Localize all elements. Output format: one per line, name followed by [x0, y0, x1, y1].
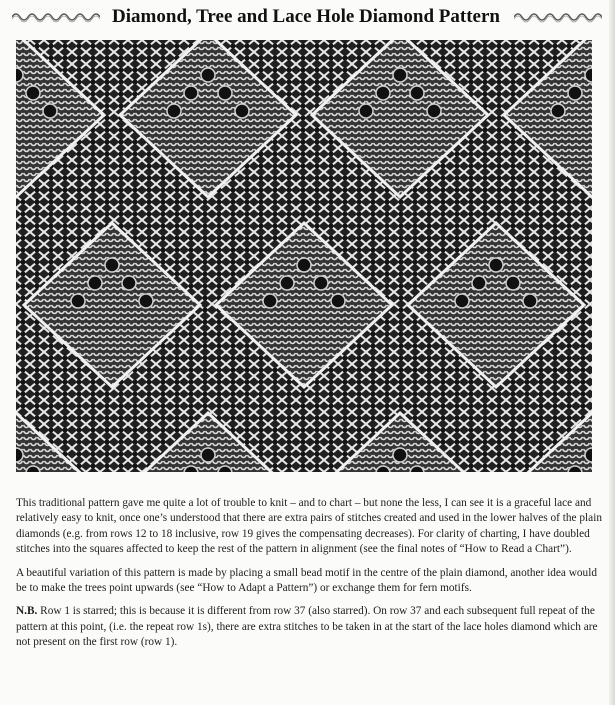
lace-hole: [201, 68, 215, 82]
title-row: [0, 0, 615, 38]
lace-hole: [489, 258, 503, 272]
lace-hole: [314, 276, 328, 290]
lace-hole: [167, 104, 181, 118]
lace-hole: [88, 276, 102, 290]
lace-hole: [26, 86, 40, 100]
lace-hole: [585, 448, 592, 462]
lace-hole: [472, 276, 486, 290]
lace-hole: [427, 104, 441, 118]
lace-hole: [393, 68, 407, 82]
lace-hole: [455, 294, 469, 308]
lace-hole: [393, 448, 407, 462]
lace-swatch-photo: [16, 40, 592, 472]
lace-hole: [376, 86, 390, 100]
lace-hole: [523, 294, 537, 308]
page-binding-edge: [609, 0, 615, 705]
lace-hole: [105, 258, 119, 272]
description-paragraph-1: This traditional pattern gave me quite a lot of trouble to knit – and to chart – but none the less, I can see it is a graceful lace and relatively easy to knit, once one’s understood that there are extra pairs of stitches created and used in the lower halves of the plain diamonds (e.g. from rows 12 to 18 inclusive, row 19 gives the compensating decreases). For clarity of charting, I have doubled stitches into the squares affected to keep the rest of the pattern in alignment (see the final notes of “How to Read a Chart”).: [16, 497, 602, 556]
lace-hole: [506, 276, 520, 290]
pattern-description: [16, 496, 602, 659]
note-label: N.B.: [16, 605, 38, 618]
lace-hole: [201, 448, 215, 462]
lace-hole: [297, 258, 311, 272]
lace-hole: [184, 86, 198, 100]
lace-hole: [16, 448, 23, 462]
lace-hole: [585, 68, 592, 82]
note-paragraph: [16, 604, 602, 650]
lace-hole: [71, 294, 85, 308]
page-title: Diamond, Tree and Lace Hole Diamond Pattern: [112, 6, 500, 27]
lace-hole: [410, 86, 424, 100]
knitted-lace-swatch-image: [16, 40, 592, 472]
lace-hole: [263, 294, 277, 308]
lace-hole: [16, 68, 23, 82]
lace-hole: [551, 104, 565, 118]
lace-hole: [235, 104, 249, 118]
decorative-wave-right-icon: [514, 11, 602, 23]
description-paragraph-2: A beautiful variation of this pattern is made by placing a small bead motif in the centre of the plain diamond, another idea would be to make the trees point upwards (see “How to Adapt a Pattern”) or exchange them for fern motifs.: [16, 566, 597, 595]
lace-hole: [331, 294, 345, 308]
lace-hole: [122, 276, 136, 290]
lace-hole: [218, 86, 232, 100]
lace-hole: [568, 86, 582, 100]
decorative-wave-left-icon: [12, 11, 100, 23]
note-text: Row 1 is starred; this is because it is different from row 37 (also starred). On row 37 and each subsequent full repeat of the pattern at this point, (i.e. the repeat row 1s), there are extra stitches to be taken in at the start of the lace holes diamond which are not present on the first row (row 1).: [16, 605, 598, 649]
lace-hole: [139, 294, 153, 308]
lace-hole: [43, 104, 57, 118]
lace-hole: [280, 276, 294, 290]
lace-hole: [359, 104, 373, 118]
